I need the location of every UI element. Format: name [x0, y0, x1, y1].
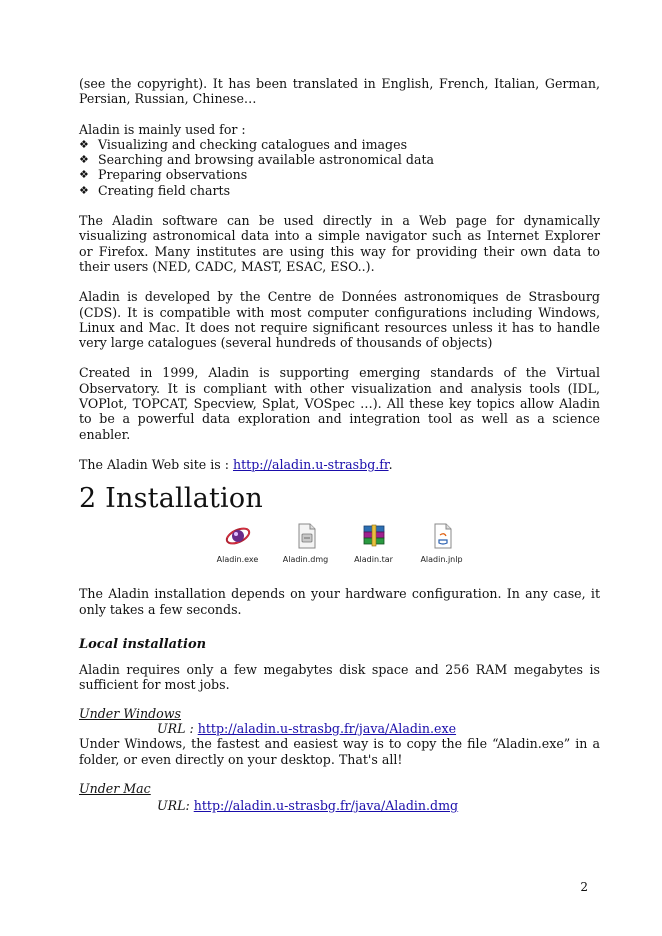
uses-heading: Aladin is mainly used for :: [79, 121, 246, 137]
depends-paragraph: The Aladin installation depends on your hardware configuration. In any case, it only takes a few seconds.: [79, 586, 600, 617]
windows-download-link[interactable]: http://aladin.u-strasbg.fr/java/Aladin.exe: [197, 721, 457, 737]
windows-paragraph: Under Windows, the fastest and easiest way is to copy the file “Aladin.exe” in a folder, or even directly on your desktop. That's all!: [79, 736, 600, 767]
file-aladin-tar[interactable]: Aladin.tar: [343, 522, 405, 572]
dmg-file-icon: [292, 522, 320, 550]
aladin-exe-icon: [224, 522, 252, 550]
local-paragraph: Aladin requires only a few megabytes disk space and 256 RAM megabytes is sufficient for most jobs.: [79, 662, 600, 693]
jnlp-file-icon: [428, 522, 456, 550]
tar-archive-icon: [360, 522, 388, 550]
website-line: The Aladin Web site is : http://aladin.u-strasbg.fr.: [79, 456, 393, 472]
uses-list: [79, 137, 600, 198]
intro-paragraph: (see the copyright). It has been translated in English, French, Italian, German, Persian, Russian, Chinese…: [79, 76, 600, 107]
list-item: ❖ Preparing observations: [79, 167, 248, 183]
bullet-diamond-icon: ❖: [79, 168, 89, 182]
local-installation-heading: Local installation: [79, 636, 207, 652]
download-files: [79, 522, 600, 572]
mac-heading: Under Mac: [79, 780, 151, 796]
file-aladin-exe[interactable]: Aladin.exe: [207, 522, 269, 572]
vo-paragraph: Created in 1999, Aladin is supporting emerging standards of the Virtual Observatory. It is compliant with other visualization and analysis tools (IDL, VOPlot, TOPCAT, Specview, Splat, VOSpec …). All these key topics allow Aladin to be a powerful data exploration and integration tool as well as a science enabler.: [79, 365, 600, 442]
file-aladin-jnlp[interactable]: Aladin.jnlp: [411, 522, 473, 572]
web-paragraph: The Aladin software can be used directly in a Web page for dynamically visualizing astronomical data into a simple navigator such as Internet Explorer or Firefox. Many institutes are using this way for providing their own data to their users (NED, CADC, MAST, ESAC, ESO..).: [79, 213, 600, 274]
windows-heading: Under Windows: [79, 705, 182, 721]
bullet-diamond-icon: ❖: [79, 153, 89, 167]
section-heading-installation: 2 Installation: [79, 483, 263, 515]
bullet-diamond-icon: ❖: [79, 183, 89, 197]
page-number: 2: [580, 880, 588, 894]
bullet-diamond-icon: ❖: [79, 137, 89, 151]
list-item: ❖ Searching and browsing available astronomical data: [79, 152, 435, 168]
file-aladin-dmg[interactable]: Aladin.dmg: [275, 522, 337, 572]
list-item: ❖ Visualizing and checking catalogues and images: [79, 136, 408, 152]
cds-paragraph: Aladin is developed by the Centre de Données astronomiques de Strasbourg (CDS). It is compatible with most computer configurations including Windows, Linux and Mac. It does not require significant resources unless it has to handle very large catalogues (several hundreds of thousands of objects): [79, 289, 600, 351]
website-link[interactable]: http://aladin.u-strasbg.fr: [232, 456, 389, 472]
list-item: ❖ Creating field charts: [79, 182, 231, 198]
windows-url-line: URL : http://aladin.u-strasbg.fr/java/Aladin.exe: [157, 721, 457, 737]
mac-url-line: URL: http://aladin.u-strasbg.fr/java/Aladin.dmg: [157, 798, 459, 814]
document-page: [79, 76, 600, 814]
mac-download-link[interactable]: http://aladin.u-strasbg.fr/java/Aladin.dmg: [193, 798, 459, 814]
